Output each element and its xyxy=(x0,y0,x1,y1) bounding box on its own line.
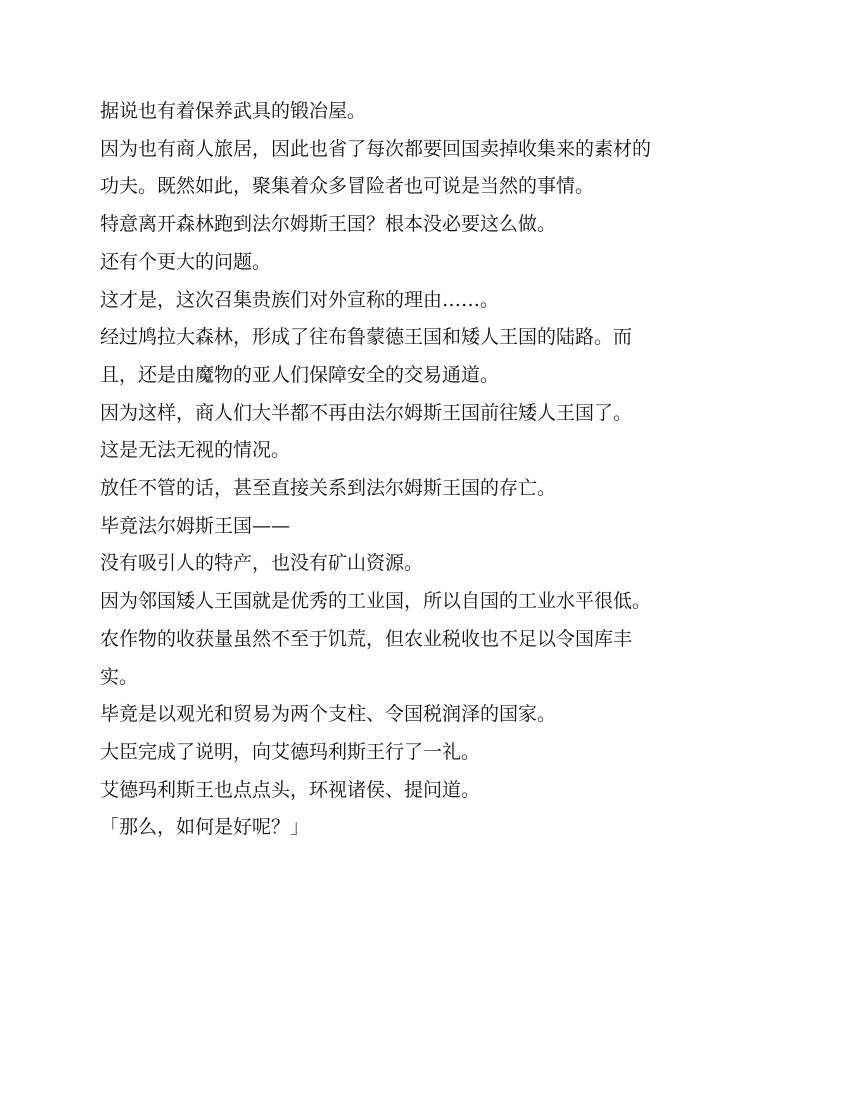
text-line: 且，还是由魔物的亚人们保障安全的交易通道。 xyxy=(100,363,500,386)
text-line: 大臣完成了说明，向艾德玛利斯王行了一礼。 xyxy=(100,740,481,763)
text-line: 据说也有着保养武具的锻冶屋。 xyxy=(100,100,367,122)
text-line: 因为也有商人旅居，因此也省了每次都要回国卖掉收集来的素材的 xyxy=(100,137,652,160)
text-line: 这才是，这次召集贵族们对外宣称的理由……。 xyxy=(100,288,500,311)
text-line: 经过鸠拉大森林，形成了往布鲁蒙德王国和矮人王国的陆路。而 xyxy=(100,326,633,349)
text-line: 这是无法无视的情况。 xyxy=(100,439,291,462)
text-line: 实。 xyxy=(100,665,139,688)
text-line: 农作物的收获量虽然不至于饥荒，但农业税收也不足以令国库丰 xyxy=(100,627,633,650)
text-line: 放任不管的话，甚至直接关系到法尔姆斯王国的存亡。 xyxy=(100,477,557,500)
text-line: 毕竟法尔姆斯王国—— xyxy=(100,514,291,537)
text-line: 还有个更大的问题。 xyxy=(100,250,272,273)
text-line: 艾德玛利斯王也点点头，环视诸侯、提问道。 xyxy=(100,778,481,801)
body-text xyxy=(100,93,740,847)
text-line: 「那么，如何是好呢？」 xyxy=(100,816,310,839)
text-line: 特意离开森林跑到法尔姆斯王国？根本没必要这么做。 xyxy=(100,213,557,236)
text-line: 功夫。既然如此，聚集着众多冒险者也可说是当然的事情。 xyxy=(100,175,595,198)
text-line: 毕竟是以观光和贸易为两个支柱、令国税润泽的国家。 xyxy=(100,703,557,726)
text-line: 因为这样，商人们大半都不再由法尔姆斯王国前往矮人王国了。 xyxy=(100,401,633,424)
text-line: 因为邻国矮人王国就是优秀的工业国，所以自国的工业水平很低。 xyxy=(100,590,652,613)
text-line: 没有吸引人的特产，也没有矿山资源。 xyxy=(100,552,424,575)
